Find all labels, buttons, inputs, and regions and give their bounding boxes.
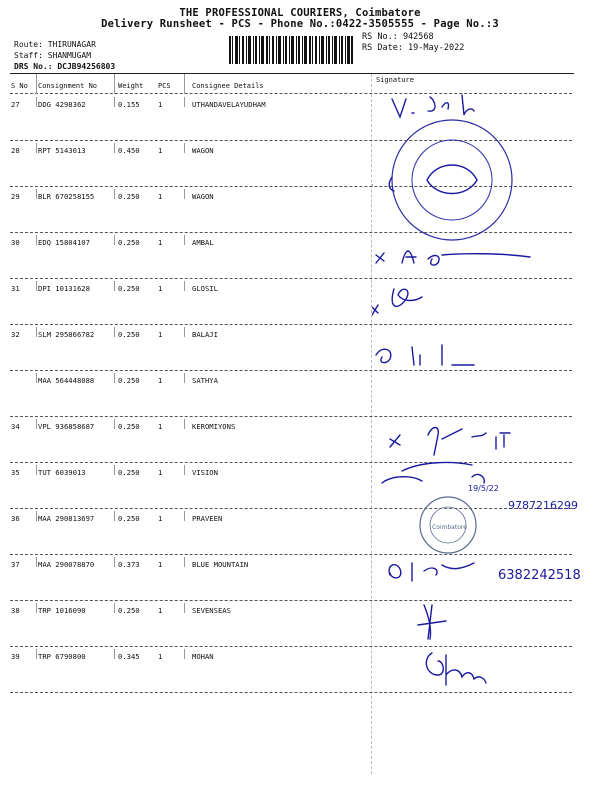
cell-pcs: 1 (158, 514, 163, 523)
col-divider (184, 327, 185, 337)
cell-consignee-details: WAGON (192, 146, 214, 155)
company-title: THE PROFESSIONAL COURIERS, Coimbatore (179, 7, 421, 19)
col-header-details: Consignee Details (192, 82, 264, 90)
col-divider (184, 235, 185, 245)
cell-sno: 27 (11, 100, 20, 109)
cell-pcs: 1 (158, 330, 163, 339)
rs-number: RS No.: 942568 (362, 32, 434, 42)
cell-consignment: DPI 10131628 (38, 284, 90, 293)
signature-30 (376, 251, 530, 265)
col-header-sno: S No (11, 82, 28, 90)
col-divider (36, 649, 37, 659)
cell-pcs: 1 (158, 100, 163, 109)
cell-pcs: 1 (158, 192, 163, 201)
cell-pcs: 1 (158, 422, 163, 431)
col-divider (36, 281, 37, 291)
handwritten-date: 19/5/22 (468, 484, 499, 493)
signature-27 (392, 95, 474, 117)
cell-consignee-details: AMBAL (192, 238, 214, 247)
route-label: Route: THIRUNAGAR (14, 40, 96, 49)
col-divider (36, 465, 37, 475)
signature-38 (418, 605, 446, 639)
cell-consignee-details: BLUE MOUNTAIN (192, 560, 249, 569)
cell-weight: 0.250 (118, 238, 140, 247)
cell-consignee-details: UTHANDAVELAYUDHAM (192, 100, 266, 109)
col-divider (36, 143, 37, 153)
cell-consignee-details: GLOSIL (192, 284, 218, 293)
cell-consignment: TRP 1016090 (38, 606, 86, 615)
header-top-rule (10, 73, 574, 74)
cell-consignee-details: BALAJI (192, 330, 218, 339)
cell-pcs: 1 (158, 146, 163, 155)
drs-number: DRS No.: DCJB94256803 (14, 62, 116, 71)
col-divider (114, 649, 115, 659)
cell-pcs: 1 (158, 238, 163, 247)
rs-date: RS Date: 19-May-2022 (362, 43, 465, 53)
col-divider (36, 189, 37, 199)
cell-sno: 34 (11, 422, 20, 431)
cell-consignment: VPL 936858687 (38, 422, 95, 431)
cell-pcs: 1 (158, 468, 163, 477)
col-divider (114, 557, 115, 567)
col-divider (184, 603, 185, 613)
col-header-consignment: Consignment No (38, 82, 98, 90)
cell-consignee-details: KEROMIYONS (192, 422, 236, 431)
col-divider (114, 235, 115, 245)
col-divider (184, 419, 185, 429)
cell-sno: 36 (11, 514, 20, 523)
col-divider (184, 465, 185, 475)
cell-consignee-details: WAGON (192, 192, 214, 201)
cell-consignment: TUT 6039013 (38, 468, 86, 477)
col-divider (114, 373, 115, 383)
col-header-weight: Weight (118, 82, 144, 90)
cell-weight: 0.250 (118, 422, 140, 431)
runsheet-subtitle: Delivery Runsheet - PCS - Phone No.:0422-3505555 - Page No.:3 (101, 18, 499, 30)
col-divider (184, 649, 185, 659)
col-divider (114, 603, 115, 613)
cell-pcs: 1 (158, 606, 163, 615)
cell-pcs: 1 (158, 376, 163, 385)
col-divider (36, 557, 37, 567)
cell-consignee-details: PRAVEEN (192, 514, 223, 523)
company-stamp-icon (392, 120, 512, 240)
col-divider (114, 143, 115, 153)
stamp-label: Coimbatore (432, 524, 467, 531)
handwritten-phone-1: 9787216299 (508, 499, 578, 512)
col-divider (114, 465, 115, 475)
cell-weight: 0.155 (118, 100, 140, 109)
signature-39 (426, 653, 486, 685)
col-divider (184, 557, 185, 567)
cell-consignment: MAA 290078870 (38, 560, 95, 569)
route-staff-block (14, 39, 115, 72)
signature-area (372, 85, 597, 775)
cell-weight: 0.250 (118, 330, 140, 339)
cell-sno: 35 (11, 468, 20, 477)
rs-info-block (362, 32, 464, 54)
col-divider (36, 373, 37, 383)
cell-weight: 0.373 (118, 560, 140, 569)
barcode-icon (229, 36, 353, 64)
cell-sno: 31 (11, 284, 20, 293)
cell-weight: 0.250 (118, 468, 140, 477)
col-divider (36, 235, 37, 245)
cell-consignment: EDQ 15804107 (38, 238, 90, 247)
col-divider (184, 373, 185, 383)
cell-pcs: 1 (158, 284, 163, 293)
col-divider (114, 281, 115, 291)
cell-consignee-details: VISION (192, 468, 218, 477)
col-divider (114, 189, 115, 199)
col-divider (36, 511, 37, 521)
col-divider (184, 143, 185, 153)
col-divider (114, 419, 115, 429)
staff-label: Staff: SHANMUGAM (14, 51, 92, 60)
cell-consignment: SLM 295866782 (38, 330, 95, 339)
signature-31 (372, 289, 422, 315)
col-divider (184, 189, 185, 199)
col-divider (184, 281, 185, 291)
cell-weight: 0.250 (118, 514, 140, 523)
cell-sno: 28 (11, 146, 20, 155)
cell-consignment: MAA 290813697 (38, 514, 95, 523)
cell-pcs: 1 (158, 652, 163, 661)
signature-34 (390, 428, 510, 456)
cell-consignee-details: SEVENSEAS (192, 606, 231, 615)
cell-sno: 38 (11, 606, 20, 615)
col-divider (114, 511, 115, 521)
cell-sno: 37 (11, 560, 20, 569)
col-header-signature: Signature (376, 76, 414, 84)
handwritten-phone-2: 6382242518 (498, 568, 581, 583)
cell-sno: 29 (11, 192, 20, 201)
cell-consignment: MAA 564448088 (38, 376, 95, 385)
cell-pcs: 1 (158, 560, 163, 569)
cell-weight: 0.250 (118, 192, 140, 201)
col-divider (114, 97, 115, 107)
col-divider (36, 74, 37, 94)
signature-37 (389, 563, 474, 581)
cell-sno: 32 (11, 330, 20, 339)
cell-sno: 39 (11, 652, 20, 661)
col-divider (36, 97, 37, 107)
col-divider (184, 74, 185, 94)
cell-consignee-details: SATHYA (192, 376, 218, 385)
col-divider (36, 419, 37, 429)
cell-weight: 0.345 (118, 652, 140, 661)
col-divider (184, 97, 185, 107)
cell-sno: 30 (11, 238, 20, 247)
cell-weight: 0.250 (118, 606, 140, 615)
col-header-pcs: PCS (158, 82, 171, 90)
cell-weight: 0.250 (118, 376, 140, 385)
cell-weight: 0.250 (118, 284, 140, 293)
signature-32 (376, 345, 474, 365)
col-divider (36, 327, 37, 337)
col-divider (114, 74, 115, 94)
cell-consignee-details: MOHAN (192, 652, 214, 661)
signature-35 (382, 463, 484, 483)
cell-weight: 0.450 (118, 146, 140, 155)
cell-consignment: BLR 670258155 (38, 192, 95, 201)
col-divider (184, 511, 185, 521)
cell-consignment: TRP 6790800 (38, 652, 86, 661)
col-divider (114, 327, 115, 337)
cell-consignment: RPT 5143013 (38, 146, 86, 155)
cell-consignment: DDG 4298362 (38, 100, 86, 109)
col-divider (36, 603, 37, 613)
